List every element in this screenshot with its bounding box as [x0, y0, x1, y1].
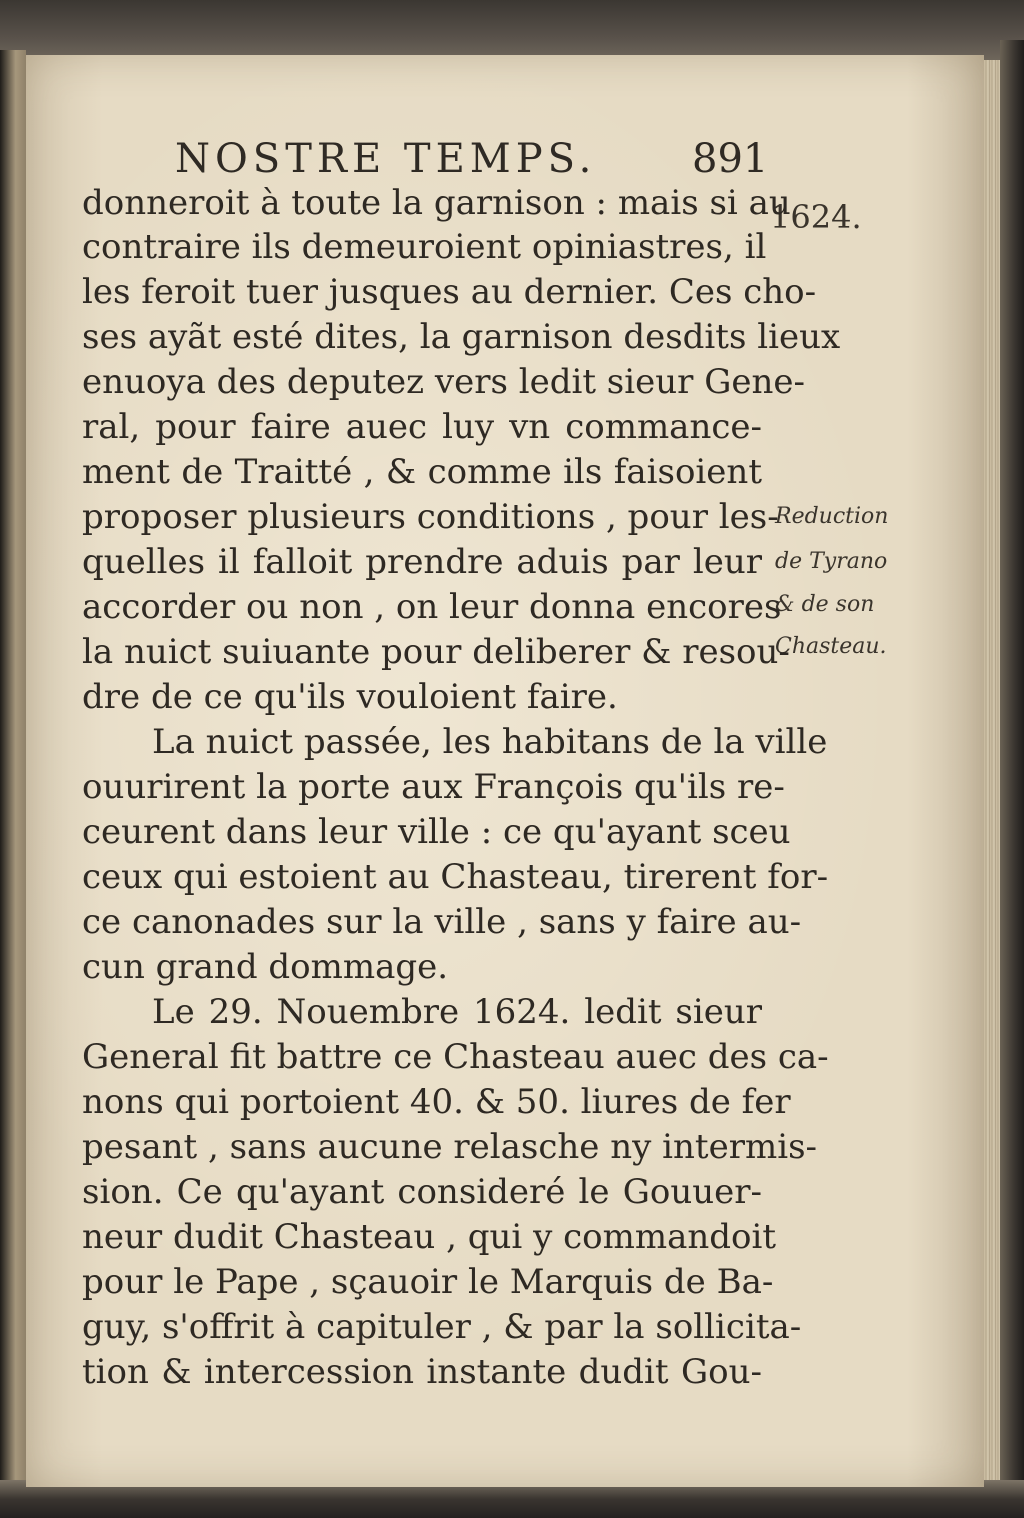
margin-note-line: & de son	[775, 592, 875, 617]
text-line: ceurent dans leur ville : ce qu'ayant sceu	[82, 812, 791, 852]
text-line: nons qui portoient 40. & 50. liures de fer	[82, 1082, 791, 1122]
book-cover-edge	[1000, 40, 1024, 1518]
text-line: sion. Ce qu'ayant consideré le Gouuer-	[82, 1172, 762, 1212]
text-line: tion & intercession instante dudit Gou-	[82, 1352, 762, 1392]
text-line: contraire ils demeuroient opiniastres, il	[82, 227, 767, 267]
text-line: accorder ou non , on leur donna encores	[82, 587, 782, 627]
text-line: ce canonades sur la ville , sans y faire au-	[82, 902, 802, 942]
page-number: 891	[692, 136, 769, 182]
text-line: ral, pour faire auec luy vn commance-	[82, 407, 762, 447]
text-line: pesant , sans aucune relasche ny intermis-	[82, 1127, 818, 1167]
paragraph-first-line: Le 29. Nouembre 1624. ledit sieur	[152, 992, 762, 1032]
text-line: la nuict suiuante pour deliberer & resou-	[82, 632, 790, 672]
top-book-edge	[0, 0, 1024, 60]
text-line: neur dudit Chasteau , qui y commandoit	[82, 1217, 777, 1257]
text-line: ceux qui estoient au Chasteau, tirerent for-	[82, 857, 829, 897]
text-line: quelles il falloit prendre aduis par leur	[82, 542, 762, 582]
text-line: ment de Traitté , & comme ils faisoient	[82, 452, 762, 492]
running-head: NOSTRE TEMPS.	[175, 136, 597, 182]
text-line: General fit battre ce Chasteau auec des ca-	[82, 1037, 829, 1077]
text-line: guy, s'offrit à capituler , & par la sollicita-	[82, 1307, 802, 1347]
left-page-sliver	[0, 50, 26, 1500]
margin-note-line: Reduction	[775, 504, 889, 529]
text-line: ses ayãt esté dites, la garnison desdits lieux	[82, 317, 841, 357]
text-line: donneroit à toute la garnison : mais si au	[82, 183, 791, 223]
text-line: pour le Pape , sçauoir le Marquis de Ba-	[82, 1262, 774, 1302]
margin-year: 1624.	[770, 198, 862, 236]
text-line: enuoya des deputez vers ledit sieur Gene-	[82, 362, 805, 402]
text-line: cun grand dommage.	[82, 947, 449, 987]
paragraph-first-line: La nuict passée, les habitans de la ville	[152, 722, 828, 762]
text-line: les feroit tuer jusques au dernier. Ces cho-	[82, 272, 817, 312]
text-line: proposer plusieurs conditions , pour les-	[82, 497, 779, 537]
margin-note-line: de Tyrano	[775, 549, 888, 574]
margin-note-line: Chasteau.	[775, 634, 887, 659]
text-line: ouurirent la porte aux François qu'ils re-	[82, 767, 785, 807]
text-line: dre de ce qu'ils vouloient faire.	[82, 677, 618, 717]
